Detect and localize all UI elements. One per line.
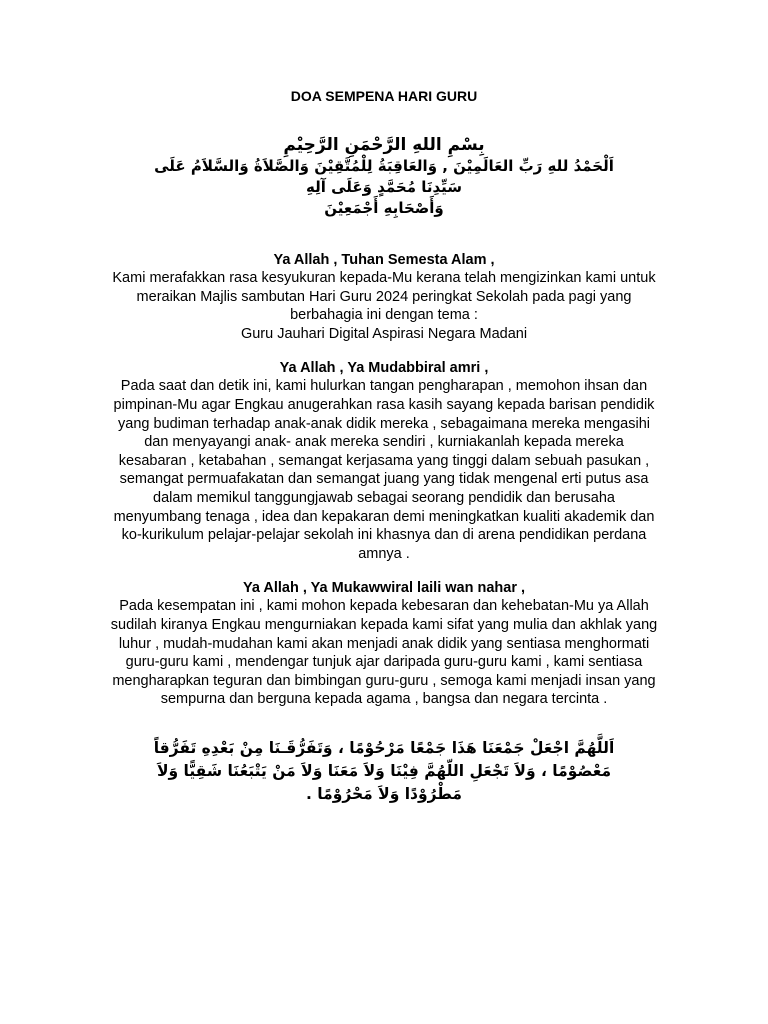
paragraph-line: luhur , mudah-mudahan kami akan menjadi anak didik yang sentiasa menghormati (118, 635, 650, 652)
paragraph-line: menyumbang tenaga , idea dan kepakaran demi meningkatkan kualiti akademik dan (113, 508, 655, 525)
arabic-closing-prayer (90, 737, 678, 806)
arabic-opening (90, 156, 678, 219)
paragraph-line: dan menyayangi anak- anak mereka sendiri , kurniakanlah kepada mereka (144, 434, 624, 451)
paragraph-line: meraikan Majlis sambutan Hari Guru 2024 peringkat Sekolah pada pagi yang (136, 288, 632, 305)
section-paragraph (90, 377, 678, 563)
document-title: DOA SEMPENA HARI GURU (290, 88, 478, 104)
paragraph-line: mengharapkan teguran dan bimbingan guru-guru , semoga kami menjadi insan yang (112, 672, 656, 689)
arabic-opening-line: اَلْحَمْدُ للهِ رَبِّ العَالَمِيْنَ , وَالعَاقِبَةُ لِلْمُتَّقِيْنَ وَالصَّلاَةُ وَالسَّلاَمُ عَلَى (154, 157, 614, 175)
paragraph-line: guru-guru kami , mendengar tunjuk ajar daripada guru-guru kami , kami sentiasa (125, 654, 643, 671)
paragraph-line: ko-kurikulum pelajar-pelajar sekolah ini khasnya dan di arena pendidikan perdana (121, 527, 647, 544)
arabic-opening-line: وَأَصْحَابِهِ أَجْمَعِيْنَ (324, 199, 444, 217)
arabic-closing-line: اَللَّهُمَّ اجْعَلْ جَمْعَنَا هَذَا جَمْعًا مَرْحُوْمًا ، وَتَفَرُّقَـنَا مِنْ بَعْدِهِ تَفَرُّقاً (153, 738, 615, 757)
paragraph-line: sempurna dan berguna kepada agama , bangsa dan negara tercinta . (160, 691, 608, 708)
paragraph-line: Guru Jauhari Digital Aspirasi Negara Madani (240, 325, 528, 342)
section-paragraph (90, 597, 678, 709)
section-heading: Ya Allah , Ya Mudabbiral amri , (279, 360, 489, 377)
arabic-closing-line: مَعْصُوْمًا ، وَلاَ تَجْعَلِ اللّهُمَّ فِيْنَا وَلاَ مَعَنَا وَلاَ مَنْ يَتْبَعُنَا شَقِيًّا وَلاَ (156, 761, 612, 780)
paragraph-line: dalam memikul tanggungjawab sebagai seorang pendidik dan berusaha (153, 489, 615, 506)
section-paragraph (90, 269, 678, 343)
paragraph-line: amnya . (358, 545, 410, 562)
paragraph-line: pimpinan-Mu agar Engkau anugerahkan rasa kasih sayang kepada barisan pendidik (113, 396, 655, 413)
section-heading: Ya Allah , Tuhan Semesta Alam , (273, 252, 495, 268)
bismillah-line: بِسْمِ اللهِ الرَّحْمَنِ الرَّحِيْمِ (283, 135, 485, 155)
prayer-section-mudabbiral-amri (90, 359, 678, 563)
paragraph-line: kesabaran , ketabahan , semangat kerjasama yang tinggi dalam sebuah pasukan , (118, 452, 650, 469)
paragraph-line: sudilah kiranya Engkau mengurniakan kepada kami sifat yang mulia dan akhlak yang (110, 616, 658, 633)
paragraph-line: Pada saat dan detik ini, kami hulurkan tangan pengharapan , memohon ihsan dan (120, 378, 648, 395)
document-page (90, 86, 678, 806)
prayer-section-mukawwiral-laili (90, 579, 678, 709)
paragraph-line: berbahagia ini dengan tema : (290, 307, 478, 324)
section-heading: Ya Allah , Ya Mukawwiral laili wan nahar , (242, 580, 526, 597)
arabic-opening-line: سَيِّدِنَا مُحَمَّدٍ وَعَلَى آلِهِ (305, 178, 463, 196)
paragraph-line: Pada kesempatan ini , kami mohon kepada kebesaran dan kehebatan-Mu ya Allah (119, 598, 649, 615)
paragraph-line: Kami merafakkan rasa kesyukuran kepada-Mu kerana telah mengizinkan kami untuk (112, 270, 656, 286)
paragraph-line: yang budiman terhadap anak-anak didik mereka , sebagaimana mereka mengasihi (118, 415, 650, 432)
paragraph-line: semangat permuafakatan dan semangat juang yang tidak mengenal erti putus asa (119, 471, 649, 488)
prayer-section-tuhan-semesta-alam (90, 251, 678, 343)
arabic-closing-line: مَطْرُوْدًا وَلاَ مَحْرُوْمًا . (306, 784, 462, 803)
